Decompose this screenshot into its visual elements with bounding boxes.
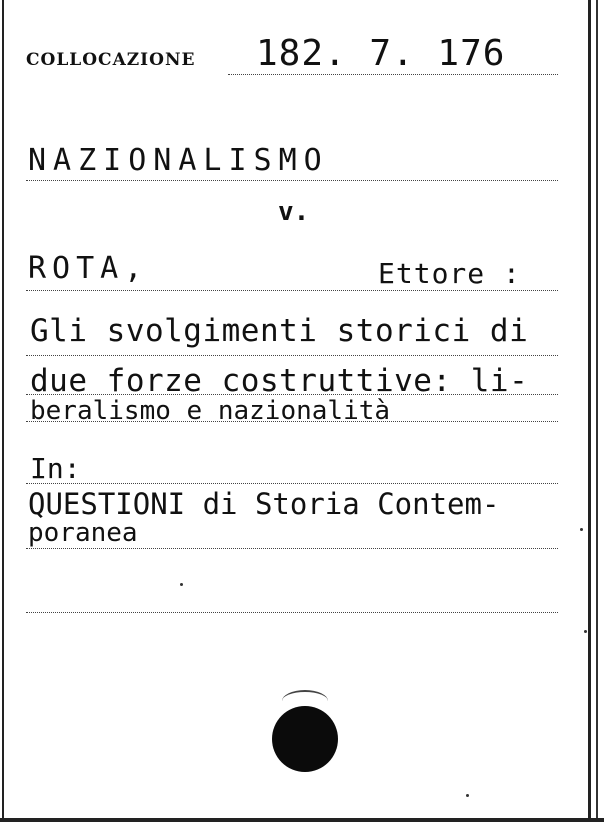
speck	[466, 794, 469, 797]
speck	[580, 528, 583, 531]
author-given-name: Ettore :	[378, 257, 521, 290]
title-line: due forze costruttive: li-	[30, 363, 529, 399]
collocazione-rule	[228, 74, 558, 75]
collocazione-label: COLLOCAZIONE	[26, 50, 196, 70]
author-rule	[26, 290, 558, 291]
card-right-edge	[588, 0, 591, 822]
in-rule	[26, 483, 558, 484]
source-rule	[26, 548, 558, 549]
cross-reference: v.	[278, 197, 310, 227]
card-right-margin	[596, 0, 604, 822]
blank-rule	[26, 612, 558, 613]
title-rule	[26, 394, 558, 395]
subject-rule	[26, 180, 558, 181]
title-line: beralismo e nazionalità	[30, 396, 391, 426]
author-surname: ROTA,	[28, 251, 149, 286]
source-line: poranea	[28, 518, 138, 548]
title-line: Gli svolgimenti storici di	[30, 313, 529, 349]
title-rule	[26, 421, 558, 422]
shelfmark: 182. 7. 176	[256, 33, 506, 74]
source-line: QUESTIONI di Storia Contem-	[28, 487, 500, 521]
card-left-edge	[2, 0, 4, 822]
subject-heading: NAZIONALISMO	[28, 143, 329, 178]
speck	[180, 583, 183, 586]
speck	[584, 630, 587, 633]
punch-hole	[272, 706, 338, 772]
in-label: In:	[30, 452, 81, 485]
title-rule	[26, 355, 558, 356]
card-bottom-edge	[0, 818, 604, 822]
